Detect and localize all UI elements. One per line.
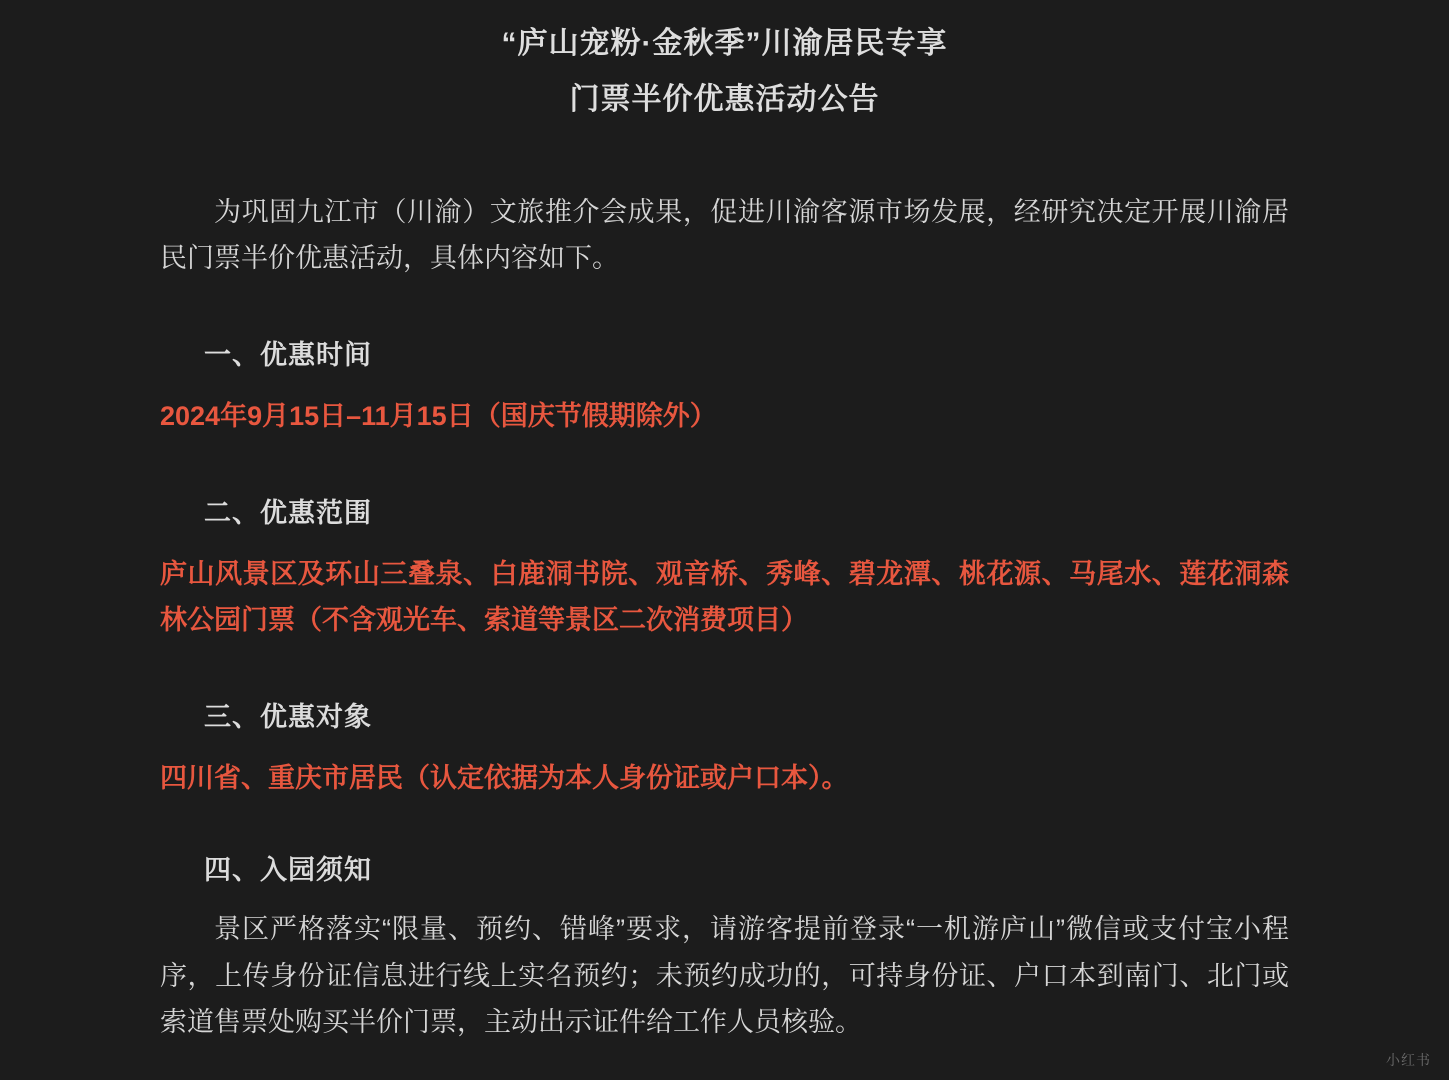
section-entry-notice: [160, 849, 1289, 1046]
title-line-2: 门票半价优惠活动公告: [569, 82, 880, 116]
section-heading-2: 二、优惠范围: [204, 497, 372, 528]
section-heading-3: 三、优惠对象: [204, 701, 372, 732]
section-discount-target: [160, 696, 1289, 802]
section-highlight-1: 2024年9月15日–11月15日（国庆节假期除外）: [160, 401, 717, 432]
section-discount-scope: [160, 492, 1289, 644]
title-block: [0, 0, 1449, 127]
watermark-label: 小红书: [1386, 1052, 1431, 1068]
intro-paragraph: 为巩固九江市（川渝）文旅推介会成果，促进川渝客源市场发展，经研究决定开展川渝居民门票半价优惠活动，具体内容如下。: [160, 197, 1289, 274]
section-highlight-3: 四川省、重庆市居民（认定依据为本人身份证或户口本）。: [160, 762, 849, 793]
section-heading-4: 四、入园须知: [204, 855, 372, 886]
section-heading-1: 一、优惠时间: [204, 339, 372, 370]
title-line-1: “庐山宠粉·金秋季”川渝居民专享: [501, 27, 948, 60]
body-block: [0, 189, 1449, 1046]
section-highlight-2: 庐山风景区及环山三叠泉、白鹿洞书院、观音桥、秀峰、碧龙潭、桃花源、马尾水、莲花洞森林公园门票（不含观光车、索道等景区二次消费项目）: [160, 558, 1289, 636]
section-body-4: 景区严格落实“限量、预约、错峰”要求，请游客提前登录“一机游庐山”微信或支付宝小程序，上传身份证信息进行线上实名预约；未预约成功的，可持身份证、户口本到南门、北门或索道售票处购买半价门票，主动出示证件给工作人员核验。: [160, 914, 1289, 1038]
section-discount-time: [160, 334, 1289, 440]
